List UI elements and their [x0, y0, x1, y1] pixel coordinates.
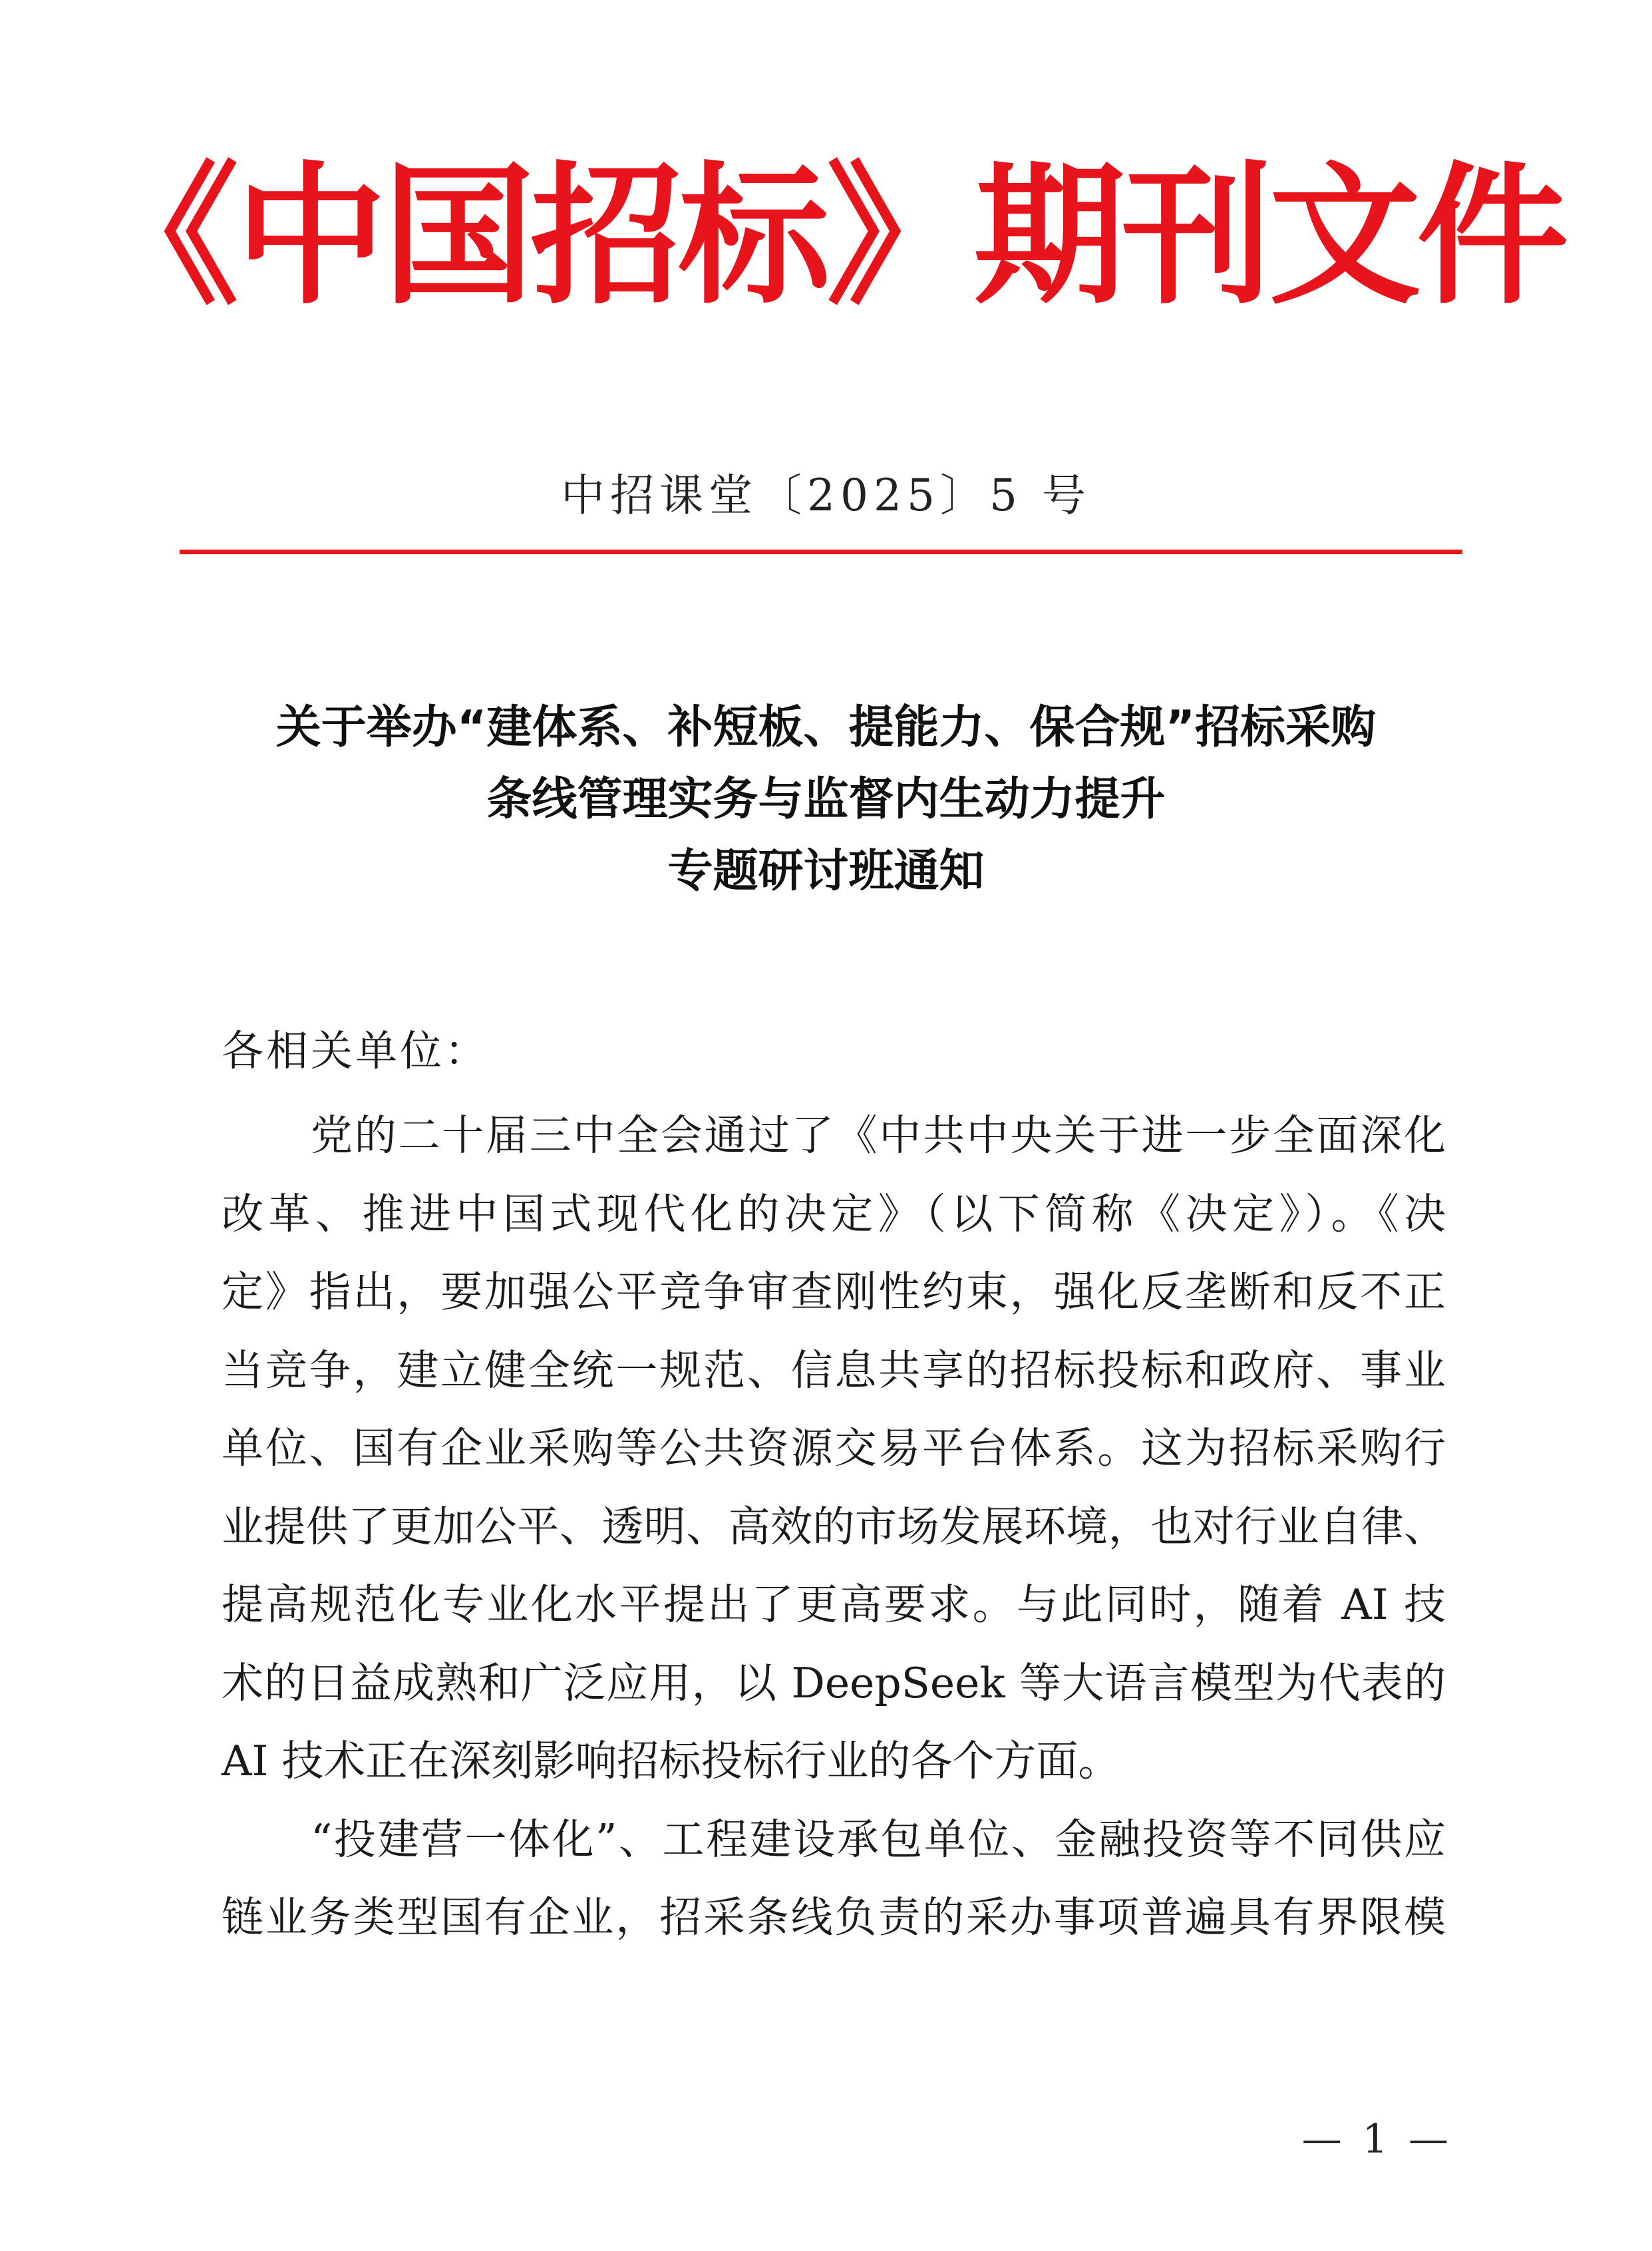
- title-line-2: 条线管理实务与监督内生动力提升: [486, 773, 1166, 826]
- salutation: 各相关单位：: [222, 1027, 489, 1075]
- paragraph-1-line: 提高规范化专业化水平提出了更高要求。与此同时，随着 AI 技: [222, 1580, 1446, 1629]
- title-line-1: 关于举办“建体系、补短板、提能力、保合规”招标采购: [275, 701, 1377, 754]
- paragraph-1-line: 党的二十届三中全会通过了《中共中央关于进一步全面深化: [311, 1111, 1446, 1160]
- notice-title: [0, 692, 1652, 908]
- paragraph-1-line: AI 技术正在深刻影响招标投标行业的各个方面。: [222, 1737, 1120, 1785]
- paragraph-1-line: 业提供了更加公平、透明、高效的市场发展环境，也对行业自律、: [222, 1502, 1446, 1551]
- paragraph-2-line: 链业务类型国有企业，招采条线负责的采办事项普遍具有界限模: [222, 1893, 1446, 1942]
- body-text: [222, 1097, 1446, 1957]
- paragraph-2-line: “投建营一体化”、工程建设承包单位、金融投资等不同供应: [311, 1815, 1446, 1864]
- paragraph-1-line: 单位、国有企业采购等公共资源交易平台体系。这为招标采购行: [222, 1424, 1446, 1472]
- red-divider: [180, 550, 1462, 554]
- masthead-title: 《中国招标》期刊文件: [87, 148, 1565, 325]
- paragraph-1-line: 当竞争，建立健全统一规范、信息共享的招标投标和政府、事业: [222, 1345, 1446, 1395]
- paragraph-1-line: 定》指出，要加强公平竞争审查刚性约束，强化反垄断和反不正: [222, 1268, 1446, 1316]
- document-number: 中招课堂〔2025〕5 号: [561, 470, 1091, 521]
- paragraph-1-line: 术的日益成熟和广泛应用，以 DeepSeek 等大语言模型为代表的: [222, 1658, 1446, 1707]
- page-number: — 1 —: [1301, 2116, 1452, 2163]
- title-line-3: 专题研讨班通知: [667, 845, 985, 898]
- paragraph-1-line: 改革、推进中国式现代化的决定》（以下简称《决定》）。《决: [222, 1189, 1446, 1238]
